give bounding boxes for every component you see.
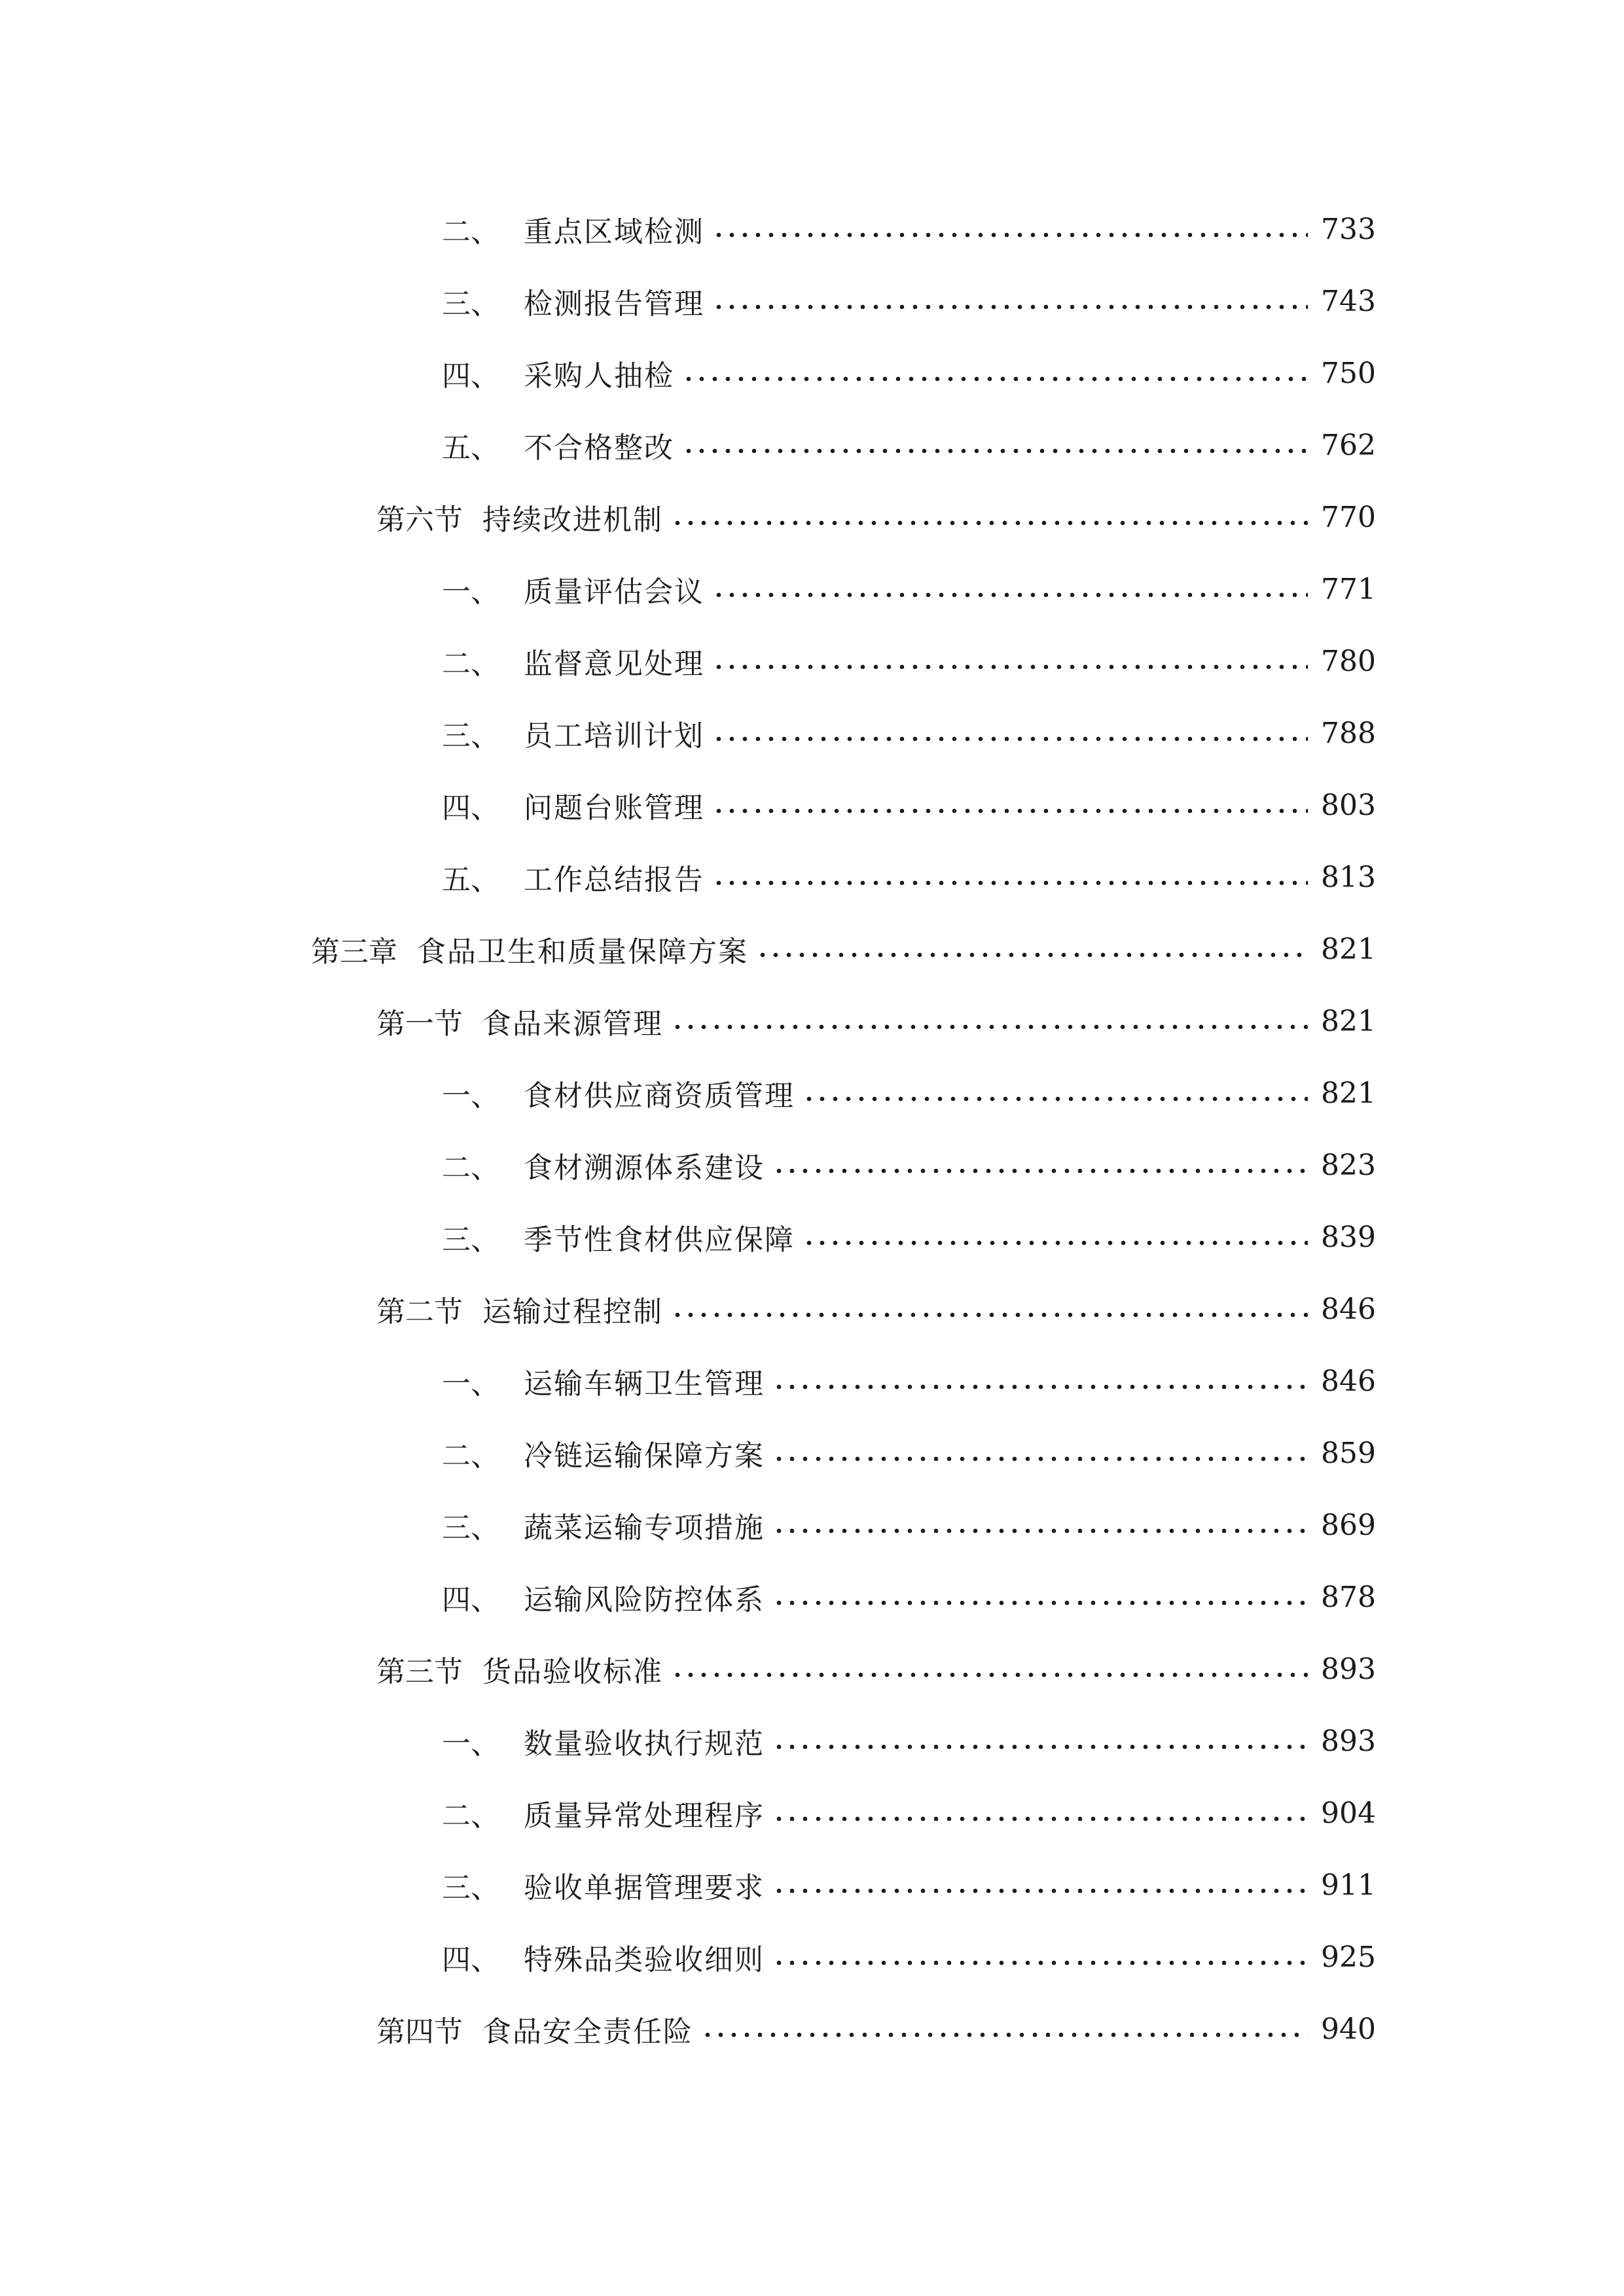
toc-section-entry[interactable] <box>376 1643 1376 1695</box>
toc-entry[interactable] <box>442 1787 1376 1839</box>
toc-entry-page: 823 <box>1321 1148 1376 1182</box>
toc-entry-number: 第二节 <box>376 1295 463 1329</box>
toc-entry[interactable] <box>442 1499 1376 1551</box>
dot-leader <box>756 952 1308 958</box>
toc-entry-page: 846 <box>1321 1364 1376 1398</box>
toc-entry-title: 货品验收标准 <box>482 1655 663 1689</box>
toc-entry-page: 743 <box>1321 284 1376 318</box>
toc-entry-title: 监督意见处理 <box>524 647 704 681</box>
toc-entry-page: 925 <box>1321 1940 1376 1974</box>
dot-leader <box>712 808 1308 814</box>
toc-entry-number: 第六节 <box>376 503 463 537</box>
toc-entry-title: 检测报告管理 <box>524 287 704 321</box>
toc-entry-page: 733 <box>1321 212 1376 246</box>
toc-entry-title: 不合格整改 <box>524 431 674 465</box>
toc-entry[interactable] <box>442 851 1376 903</box>
toc-entry-page: 821 <box>1321 932 1376 966</box>
toc-entry-number: 二、 <box>442 1151 499 1185</box>
toc-entry[interactable] <box>442 563 1376 615</box>
dot-leader <box>671 1312 1308 1318</box>
dot-leader <box>803 1096 1308 1102</box>
toc-entry-number: 一、 <box>442 1727 499 1761</box>
dot-leader <box>772 1384 1308 1390</box>
dot-leader <box>772 1168 1308 1174</box>
toc-entry-page: 770 <box>1321 500 1376 534</box>
dot-leader <box>772 1888 1308 1893</box>
toc-entry-page: 788 <box>1321 716 1376 750</box>
toc-entry-number: 三、 <box>442 1511 499 1545</box>
toc-entry-page: 859 <box>1321 1436 1376 1470</box>
toc-entry[interactable] <box>442 635 1376 687</box>
toc-entry-title: 食材溯源体系建设 <box>524 1151 765 1185</box>
dot-leader <box>682 448 1308 454</box>
toc-entry-title: 运输车辆卫生管理 <box>524 1367 765 1401</box>
toc-entry-title: 运输风险防控体系 <box>524 1583 765 1617</box>
toc-entry[interactable] <box>442 347 1376 399</box>
toc-entry-page: 893 <box>1321 1724 1376 1758</box>
toc-entry[interactable] <box>442 1931 1376 1983</box>
toc-entry-title: 问题台账管理 <box>524 791 704 825</box>
toc-entry-page: 771 <box>1321 572 1376 606</box>
dot-leader <box>701 2032 1308 2037</box>
dot-leader <box>772 1960 1308 1965</box>
toc-entry-number: 三、 <box>442 287 499 321</box>
dot-leader <box>712 592 1308 598</box>
toc-entry-title: 持续改进机制 <box>482 503 663 537</box>
toc-entry-title: 蔬菜运输专项措施 <box>524 1511 765 1545</box>
toc-entry-number: 二、 <box>442 1439 499 1473</box>
toc-entry-page: 780 <box>1321 644 1376 678</box>
toc-entry-page: 911 <box>1321 1868 1376 1902</box>
dot-leader <box>671 1024 1308 1030</box>
toc-entry-number: 三、 <box>442 719 499 753</box>
dot-leader <box>772 1600 1308 1605</box>
toc-entry-page: 839 <box>1321 1220 1376 1254</box>
toc-entry-title: 食品安全责任险 <box>482 2015 693 2049</box>
toc-entry-number: 三、 <box>442 1223 499 1257</box>
toc-entry-page: 869 <box>1321 1508 1376 1542</box>
toc-entry-page: 940 <box>1321 2012 1376 2046</box>
toc-entry-number: 一、 <box>442 1079 499 1113</box>
toc-entry-page: 904 <box>1321 1796 1376 1830</box>
toc-entry-number: 第一节 <box>376 1007 463 1041</box>
dot-leader <box>712 304 1308 310</box>
toc-entry[interactable] <box>442 779 1376 831</box>
toc-entry-page: 803 <box>1321 788 1376 822</box>
toc-entry-number: 第四节 <box>376 2015 463 2049</box>
dot-leader <box>772 1528 1308 1534</box>
toc-entry-number: 一、 <box>442 1367 499 1401</box>
toc-entry-number: 一、 <box>442 575 499 609</box>
dot-leader <box>671 1672 1308 1677</box>
toc-section-entry[interactable] <box>376 1283 1376 1335</box>
toc-entry-title: 数量验收执行规范 <box>524 1727 765 1761</box>
toc-entry-title: 工作总结报告 <box>524 863 704 897</box>
toc-entry-number: 四、 <box>442 1943 499 1977</box>
toc-entry-number: 三、 <box>442 1871 499 1905</box>
toc-entry-number: 五、 <box>442 431 499 465</box>
toc-section-entry[interactable] <box>376 995 1376 1047</box>
toc-entry[interactable] <box>442 1067 1376 1119</box>
toc-entry-page: 821 <box>1321 1076 1376 1110</box>
toc-entry-title: 食材供应商资质管理 <box>524 1079 795 1113</box>
toc-entry[interactable] <box>442 1211 1376 1263</box>
dot-leader <box>772 1456 1308 1462</box>
toc-entry-title: 质量异常处理程序 <box>524 1799 765 1833</box>
toc-entry-number: 五、 <box>442 863 499 897</box>
toc-entry-title: 采购人抽检 <box>524 359 674 393</box>
toc-entry[interactable] <box>442 707 1376 759</box>
toc-entry-title: 食品卫生和质量保障方案 <box>417 935 748 969</box>
toc-entry-page: 893 <box>1321 1652 1376 1686</box>
toc-entry[interactable] <box>442 1859 1376 1911</box>
toc-entry-title: 特殊品类验收细则 <box>524 1943 765 1977</box>
toc-entry-title: 重点区域检测 <box>524 215 704 249</box>
dot-leader <box>671 520 1308 526</box>
toc-entry-number: 四、 <box>442 1583 499 1617</box>
toc-section-entry[interactable] <box>376 491 1376 543</box>
toc-entry-title: 运输过程控制 <box>482 1295 663 1329</box>
toc-entry-page: 878 <box>1321 1580 1376 1614</box>
toc-entry-page: 821 <box>1321 1004 1376 1038</box>
dot-leader <box>712 232 1308 238</box>
dot-leader <box>682 376 1308 382</box>
toc-entry-number: 第三节 <box>376 1655 463 1689</box>
toc-entry[interactable] <box>442 1571 1376 1623</box>
toc-entry[interactable] <box>442 1139 1376 1191</box>
toc-entry-title: 季节性食材供应保障 <box>524 1223 795 1257</box>
toc-entry[interactable] <box>442 203 1376 255</box>
toc-entry-page: 762 <box>1321 428 1376 462</box>
toc-entry-title: 食品来源管理 <box>482 1007 663 1041</box>
toc-entry-number: 第三章 <box>311 935 397 969</box>
toc-entry-title: 员工培训计划 <box>524 719 704 753</box>
dot-leader <box>803 1240 1308 1246</box>
toc-entry-number: 二、 <box>442 215 499 249</box>
toc-entry-number: 四、 <box>442 791 499 825</box>
dot-leader <box>772 1816 1308 1821</box>
toc-entry[interactable] <box>442 1427 1376 1479</box>
toc-chapter-entry[interactable] <box>311 923 1376 975</box>
toc-entry[interactable] <box>442 419 1376 471</box>
dot-leader <box>772 1744 1308 1749</box>
toc-entry-title: 质量评估会议 <box>524 575 704 609</box>
toc-entry-page: 813 <box>1321 860 1376 894</box>
toc-entry[interactable] <box>442 275 1376 327</box>
toc-entry-page: 846 <box>1321 1292 1376 1326</box>
toc-section-entry[interactable] <box>376 2003 1376 2055</box>
toc-entry-title: 冷链运输保障方案 <box>524 1439 765 1473</box>
toc-entry-number: 二、 <box>442 647 499 681</box>
dot-leader <box>712 736 1308 742</box>
dot-leader <box>712 664 1308 670</box>
dot-leader <box>712 880 1308 886</box>
toc-entry-number: 二、 <box>442 1799 499 1833</box>
toc-entry-page: 750 <box>1321 356 1376 390</box>
toc-entry[interactable] <box>442 1715 1376 1767</box>
toc-entry-number: 四、 <box>442 359 499 393</box>
toc-entry-title: 验收单据管理要求 <box>524 1871 765 1905</box>
toc-entry[interactable] <box>442 1355 1376 1407</box>
